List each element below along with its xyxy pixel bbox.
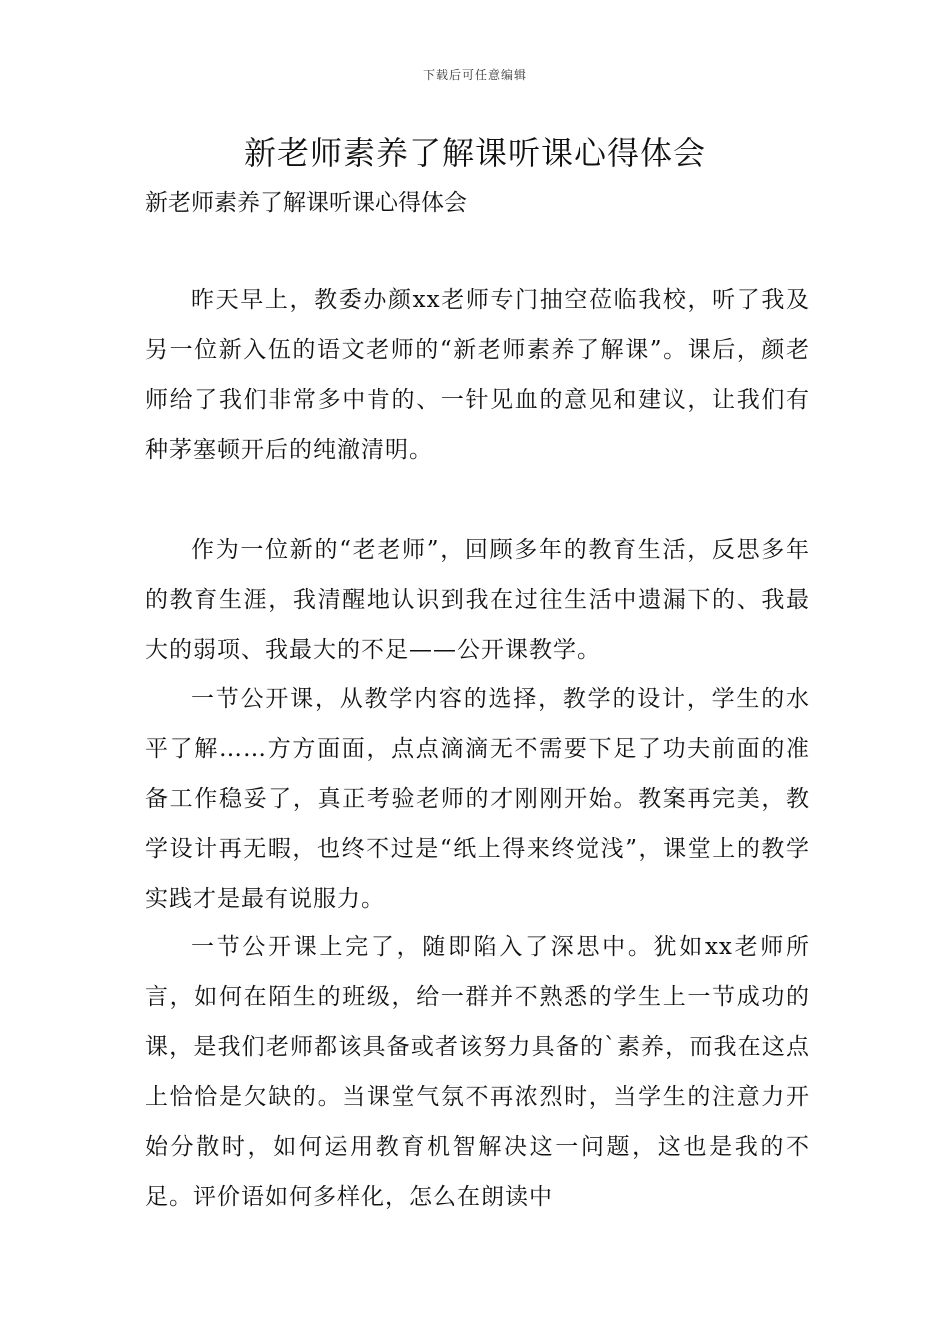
paragraph: 一节公开课，从教学内容的选择，教学的设计，学生的水平了解……方方面面，点点滴滴无不需要下足了功夫前面的准备工作稳妥了，真正考验老师的才刚刚开始。教案再完美，教学设计再无暇，也终不过是“纸上得来终觉浅”，课堂上的教学实践才是最有说服力。 <box>145 686 810 912</box>
document-title: 新老师素养了解课听课心得体会 <box>243 134 706 172</box>
header-note: 下载后可任意编辑 <box>422 68 527 82</box>
paragraph: 作为一位新的“老老师”，回顾多年的教育生活，反思多年的教育生涯，我清醒地认识到我在过往生活中遗漏下的、我最大的弱项、我最大的不足——公开课教学。 <box>145 537 810 663</box>
document-subtitle: 新老师素养了解课听课心得体会 <box>145 190 467 216</box>
paragraph: 昨天早上，教委办颜xx老师专门抽空莅临我校，听了我及另一位新入伍的语文老师的“新老师素养了解课”。课后，颜老师给了我们非常多中肯的、一针见血的意见和建议，让我们有种茅塞顿开后的纯澈清明。 <box>145 287 810 463</box>
paragraph: 一节公开课上完了，随即陷入了深思中。犹如xx老师所言，如何在陌生的班级，给一群并不熟悉的学生上一节成功的课，是我们老师都该具备或者该努力具备的`素养，而我在这点上恰恰是欠缺的。当课堂气氛不再浓烈时，当学生的注意力开始分散时，如何运用教育机智解决这一问题，这也是我的不足。评价语如何多样化，怎么在朗读中 <box>145 934 810 1210</box>
